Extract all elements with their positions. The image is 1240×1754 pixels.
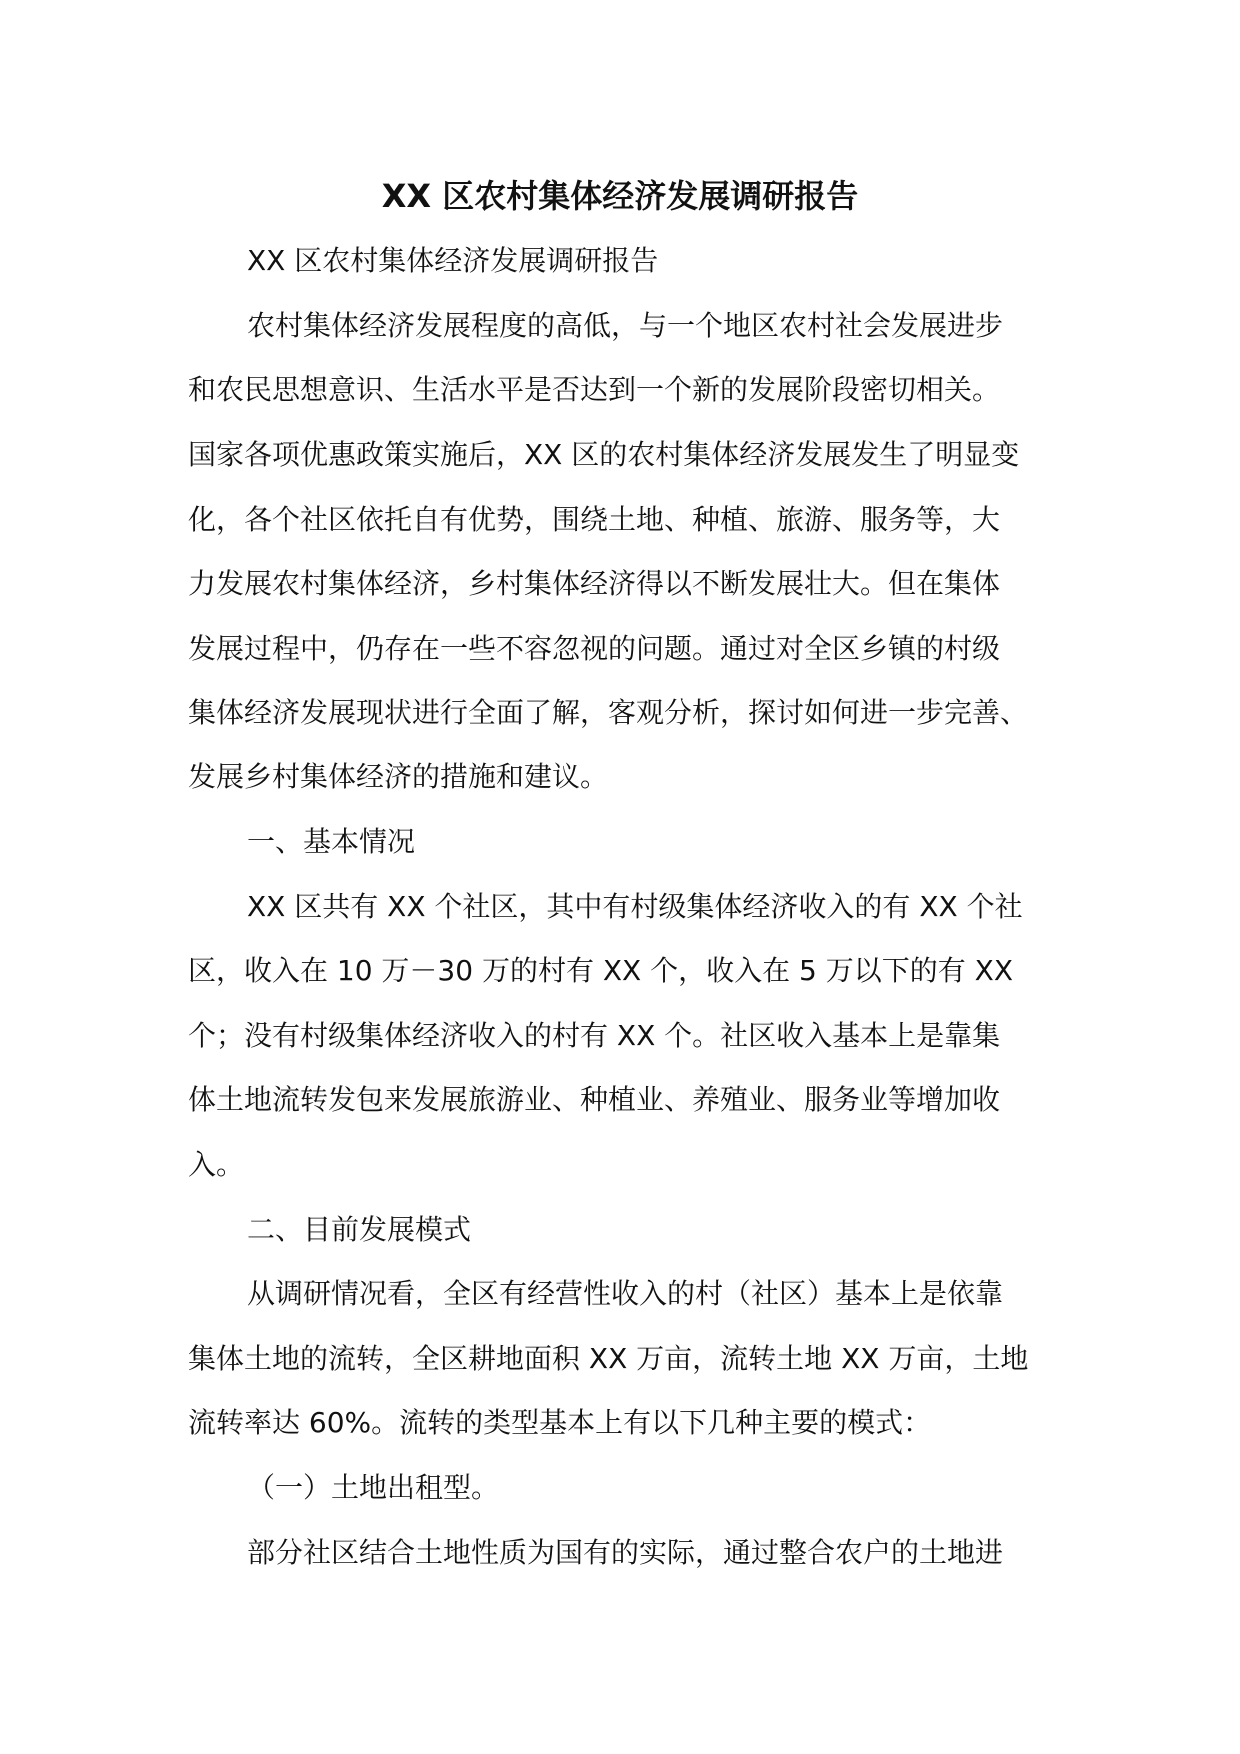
paragraph-line: XX 区共有 XX 个社区，其中有村级集体经济收入的有 XX 个社 [247, 890, 1023, 923]
document-title: XX 区农村集体经济发展调研报告 [381, 177, 859, 215]
paragraph-line: 集体经济发展现状进行全面了解，客观分析，探讨如何进一步完善、 [188, 696, 1029, 729]
paragraph-line: 集体土地的流转，全区耕地面积 XX 万亩，流转土地 XX 万亩，土地 [188, 1342, 1029, 1375]
section-heading: 二、目前发展模式 [247, 1213, 472, 1246]
paragraph-line: 国家各项优惠政策实施后，XX 区的农村集体经济发展发生了明显变 [188, 438, 1020, 471]
section-heading: 一、基本情况 [247, 825, 416, 858]
paragraph-line: 农村集体经济发展程度的高低，与一个地区农村社会发展进步 [247, 309, 1004, 342]
subsection-heading: （一）土地出租型。 [247, 1471, 500, 1504]
paragraph-line: 发展乡村集体经济的措施和建议。 [188, 760, 609, 793]
paragraph-line: 力发展农村集体经济，乡村集体经济得以不断发展壮大。但在集体 [188, 567, 1001, 600]
subtitle-line: XX 区农村集体经济发展调研报告 [247, 244, 659, 277]
paragraph-line: 个；没有村级集体经济收入的村有 XX 个。社区收入基本上是靠集 [188, 1019, 1001, 1052]
paragraph-line: 和农民思想意识、生活水平是否达到一个新的发展阶段密切相关。 [188, 373, 1001, 406]
paragraph-line: 入。 [188, 1148, 245, 1181]
paragraph-line: 发展过程中，仍存在一些不容忽视的问题。通过对全区乡镇的村级 [188, 632, 1001, 665]
paragraph-line: 流转率达 60%。流转的类型基本上有以下几种主要的模式： [188, 1406, 932, 1439]
paragraph-line: 部分社区结合土地性质为国有的实际，通过整合农户的土地进 [247, 1536, 1004, 1569]
paragraph-line: 体土地流转发包来发展旅游业、种植业、养殖业、服务业等增加收 [188, 1083, 1001, 1116]
paragraph-line: 从调研情况看，全区有经营性收入的村（社区）基本上是依靠 [247, 1277, 1004, 1310]
paragraph-line: 化，各个社区依托自有优势，围绕土地、种植、旅游、服务等，大 [188, 503, 1001, 536]
paragraph-line: 区，收入在 10 万－30 万的村有 XX 个，收入在 5 万以下的有 XX [188, 954, 1014, 987]
